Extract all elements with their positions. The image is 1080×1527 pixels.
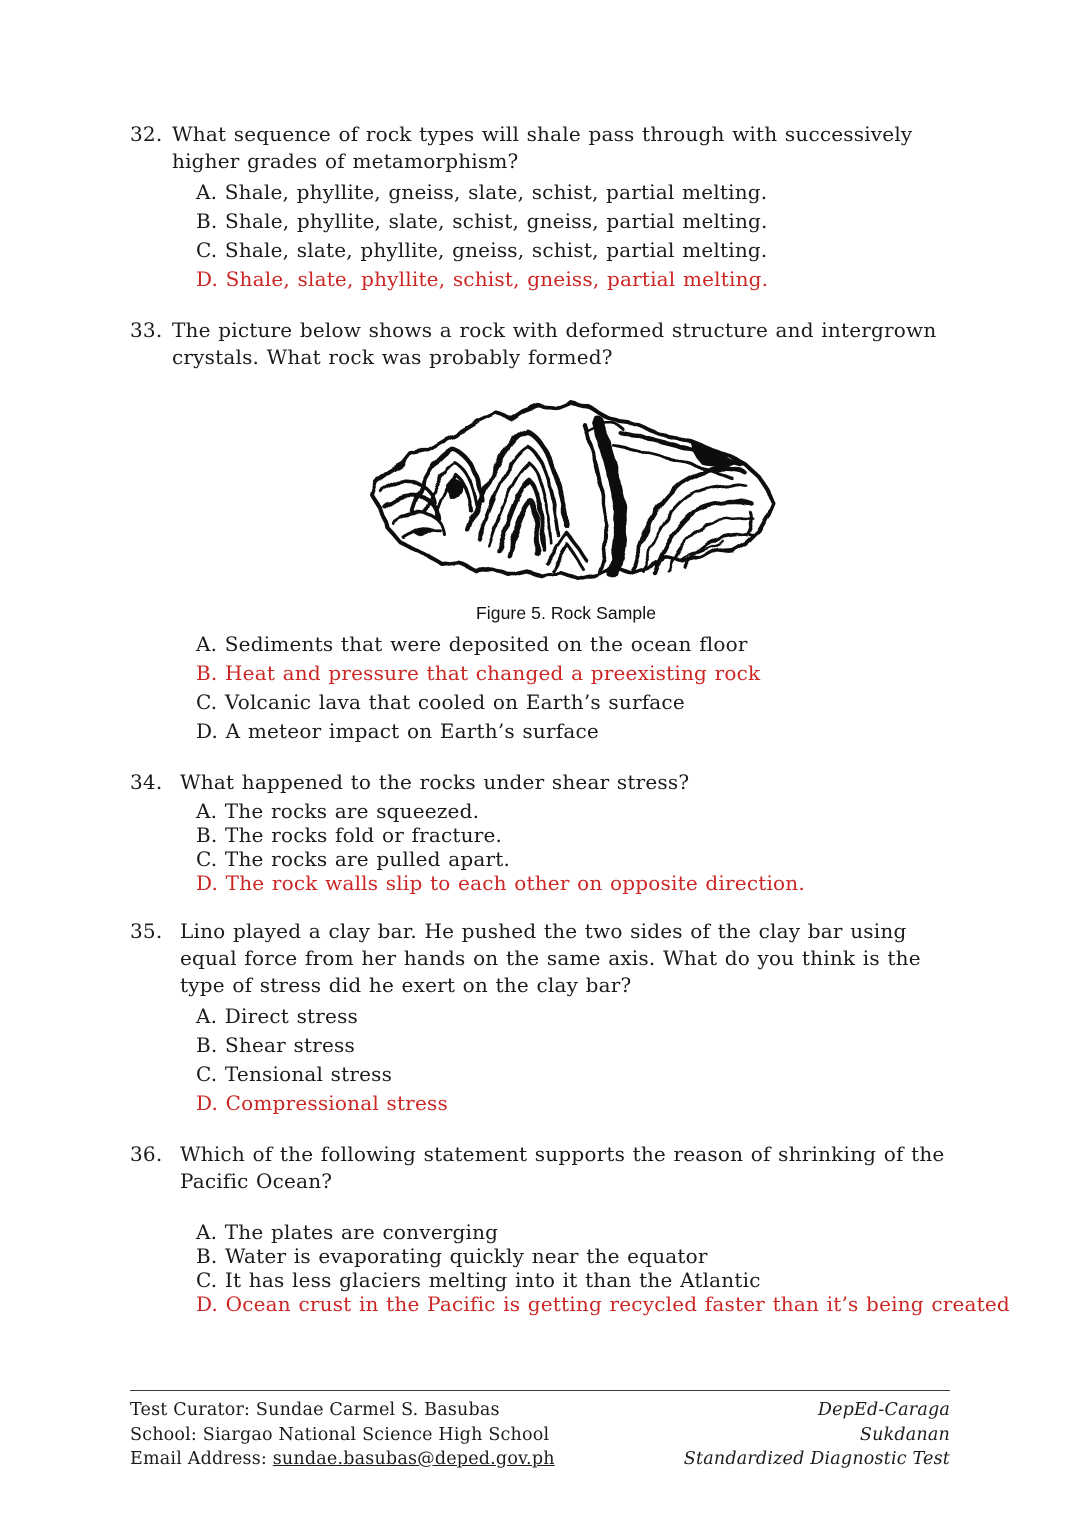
footer-org-line: Standardized Diagnostic Test [683,1449,950,1469]
option-item [196,1244,960,1268]
option-text: Compressional stress [218,1091,448,1115]
figure-caption: Figure 5. Rock Sample [475,603,657,623]
option-text: The plates are converging [217,1220,499,1244]
option-item [196,717,960,746]
options-list [172,799,960,895]
option-label: B. [196,661,218,685]
footer-org-line: DepEd-Caraga [817,1400,950,1420]
question-text: What sequence of rock types will shale pass through with successively higher grades of metamorphism? [172,122,913,173]
option-label: D. [196,719,219,743]
question-item [130,121,960,294]
question-text: What happened to the rocks under shear stress? [180,770,690,794]
option-label: B. [196,1244,218,1268]
footer-curator-block [130,1398,555,1472]
option-item [196,1220,960,1244]
option-item-correct [196,871,960,895]
option-item-correct [196,1292,1010,1316]
option-label: C. [196,690,218,714]
option-label: A. [196,632,218,656]
question-text: Which of the following statement supports the reason of shrinking of the Pacific Ocean? [180,1142,945,1193]
option-item-correct [196,265,960,294]
question-body [172,918,960,1118]
question-item [130,769,960,895]
option-text: Heat and pressure that changed a preexisting rock [217,661,761,685]
option-text: Shale, slate, phyllite, gneiss, schist, partial melting. [217,238,768,262]
question-body [172,769,960,895]
option-item [196,630,960,659]
option-text: Shale, phyllite, slate, schist, gneiss, partial melting. [217,209,768,233]
option-item [196,799,960,823]
question-text: The picture below shows a rock with deformed structure and intergrown crystals. What rock was probably formed? [172,318,937,369]
options-list [172,178,960,294]
question-number: 35. [130,919,163,943]
option-label: D. [196,871,219,895]
option-text: The rock walls slip to each other on opposite direction. [218,871,805,895]
option-label: C. [196,1268,218,1292]
page-footer [130,1390,950,1472]
question-item [130,317,960,746]
question-text: Lino played a clay bar. He pushed the two sides of the clay bar using equal force from her hands on the same axis. What do you think is the type of stress did he exert on the clay bar? [180,919,921,997]
option-label: B. [196,823,218,847]
question-body [172,121,960,294]
option-item [196,847,960,871]
option-item-correct [196,659,960,688]
option-text: Shear stress [217,1033,355,1057]
figure-block [172,391,960,624]
options-list [172,1220,1010,1316]
option-item [196,823,960,847]
footer-label: Email Address: [130,1449,273,1469]
options-list [172,630,960,746]
footer-row [130,1398,555,1423]
option-text: Volcanic lava that cooled on Earth’s surface [217,690,685,714]
option-text: Shale, slate, phyllite, schist, gneiss, partial melting. [218,267,769,291]
option-text: Ocean crust in the Pacific is getting recycled faster than it’s being created [218,1292,1010,1316]
option-text: The rocks are squeezed. [217,799,480,823]
option-item [196,178,960,207]
option-label: D. [196,1091,219,1115]
footer-value: Sundae Carmel S. Basubas [255,1400,500,1420]
option-label: C. [196,847,218,871]
question-body [172,1141,1010,1316]
option-label: D. [196,267,219,291]
option-label: D. [196,1292,219,1316]
option-item [196,688,960,717]
question-number: 32. [130,122,163,146]
option-label: A. [196,799,218,823]
footer-label: School: [130,1424,203,1445]
option-label: B. [196,1033,218,1057]
footer-label: Test Curator: [130,1400,256,1420]
option-item [196,1268,960,1292]
question-number: 33. [130,318,163,342]
footer-row [130,1423,555,1448]
option-item [196,207,960,236]
option-text: Shale, phyllite, gneiss, slate, schist, partial melting. [217,180,768,204]
footer-org-line: Sukdanan [859,1424,950,1445]
option-label: B. [196,209,218,233]
rock-sample-image [351,391,781,591]
option-text: It has less glaciers melting into it than the Atlantic [217,1268,761,1292]
option-item-correct [196,1089,960,1118]
footer-value: Siargao National Science High School [202,1424,550,1445]
option-text: A meteor impact on Earth’s surface [218,719,599,743]
question-item [130,918,960,1118]
option-text: The rocks fold or fracture. [217,823,503,847]
option-label: A. [196,1220,218,1244]
questions [130,121,1010,1339]
option-text: Direct stress [217,1004,359,1028]
footer-row [130,1447,555,1472]
question-body [172,317,960,746]
option-item [196,1031,960,1060]
footer-email-link[interactable]: sundae.basubas@deped.gov.ph [272,1449,555,1469]
option-label: A. [196,180,218,204]
question-number: 36. [130,1142,163,1166]
option-label: A. [196,1004,218,1028]
question-number: 34. [130,770,163,794]
option-text: Tensional stress [217,1062,393,1086]
option-item [196,1002,960,1031]
option-text: The rocks are pulled apart. [217,847,511,871]
option-item [196,236,960,265]
option-label: C. [196,238,218,262]
option-text: Sediments that were deposited on the ocean floor [217,632,748,656]
option-label: C. [196,1062,218,1086]
option-item [196,1060,960,1089]
footer-org-block [684,1398,950,1472]
question-item [130,1141,1010,1316]
option-text: Water is evaporating quickly near the equator [217,1244,708,1268]
options-list [172,1002,960,1118]
